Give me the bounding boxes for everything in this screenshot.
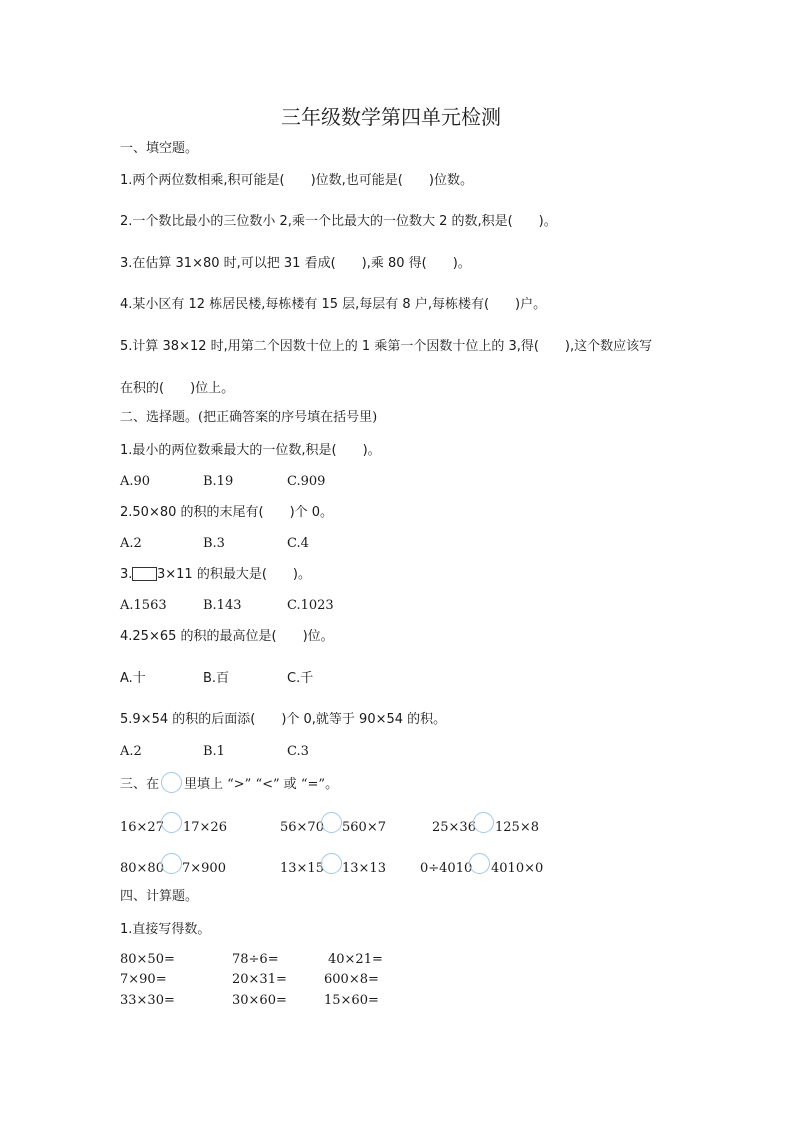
cmp-r1c1-right: 17×26: [183, 820, 227, 835]
calc-r2c1: 7×90=: [120, 972, 167, 987]
compare-circle-r2c2[interactable]: [321, 853, 342, 874]
calc-r3c3: 15×60=: [324, 993, 379, 1008]
cmp-r1c2-left: 56×70: [280, 820, 324, 835]
s2-q2-option-c: C.4: [287, 536, 309, 551]
s2-q2-option-b: B.3: [203, 536, 225, 551]
s2-q5-option-a: A.2: [120, 744, 142, 759]
s1-q4: 4.某小区有 12 栋居民楼,每栋楼有 15 层,每层有 8 户,每栋楼有( )户。: [120, 297, 547, 312]
blank-digit-box: [132, 567, 157, 581]
calc-r1c3: 40×21=: [328, 952, 383, 967]
s1-q2: 2.一个数比最小的三位数小 2,乘一个比最大的一位数大 2 的数,积是( )。: [120, 214, 557, 229]
s1-q3: 3.在估算 31×80 时,可以把 31 看成( ),乘 80 得( )。: [120, 256, 471, 271]
section3-heading-pre: 三、在: [120, 777, 160, 792]
compare-circle-icon: [161, 772, 182, 793]
section4-heading: 四、计算题。: [120, 889, 199, 904]
s2-q3-suffix: 3×11 的积最大是( )。: [157, 567, 311, 582]
s2-q4: 4.25×65 的积的最高位是( )位。: [120, 629, 334, 644]
cmp-r1c3-right: 125×8: [495, 820, 539, 835]
calc-r3c2: 30×60=: [232, 993, 287, 1008]
s2-q1-option-b: B.19: [203, 474, 234, 489]
calc-r2c2: 20×31=: [232, 972, 287, 987]
section3-heading-post: 里填上 “>” “<” 或 “=”。: [184, 777, 339, 792]
compare-circle-r2c3[interactable]: [469, 853, 490, 874]
cmp-r2c2-right: 13×13: [342, 861, 386, 876]
cmp-r1c1-left: 16×27: [120, 820, 164, 835]
s2-q3-option-b: B.143: [203, 598, 242, 613]
s2-q1: 1.最小的两位数乘最大的一位数,积是( )。: [120, 443, 381, 458]
s2-q3-prefix: 3.: [120, 567, 133, 582]
calc-r1c1: 80×50=: [120, 952, 175, 967]
s2-q2-option-a: A.2: [120, 536, 142, 551]
s2-q1-option-c: C.909: [287, 474, 326, 489]
cmp-r1c3-left: 25×36: [432, 820, 476, 835]
s2-q3-option-a: A.1563: [120, 598, 167, 613]
cmp-r2c3-left: 0÷4010: [420, 861, 473, 876]
s2-q5-option-c: C.3: [287, 744, 309, 759]
cmp-r1c2-right: 560×7: [342, 820, 386, 835]
page-title: 三年级数学第四单元检测: [281, 107, 501, 129]
calc-r1c2: 78÷6=: [232, 952, 279, 967]
s1-q5-line2: 在积的( )位上。: [120, 381, 235, 396]
s2-q1-option-a: A.90: [120, 474, 151, 489]
compare-circle-r1c1[interactable]: [161, 812, 182, 833]
s2-q4-option-b: B.百: [203, 671, 230, 686]
cmp-r2c1-left: 80×80: [120, 861, 164, 876]
compare-circle-r1c3[interactable]: [473, 812, 494, 833]
compare-circle-r1c2[interactable]: [321, 812, 342, 833]
s2-q2: 2.50×80 的积的末尾有( )个 0。: [120, 505, 334, 520]
cmp-r2c2-left: 13×15: [280, 861, 324, 876]
s2-q4-option-a: A.十: [120, 671, 146, 686]
section2-heading: 二、选择题。(把正确答案的序号填在括号里): [120, 410, 378, 425]
s2-q4-option-c: C.千: [287, 671, 314, 686]
section1-heading: 一、填空题。: [120, 141, 199, 156]
calc-r2c3: 600×8=: [324, 972, 379, 987]
s1-q5-line1: 5.计算 38×12 时,用第二个因数十位上的 1 乘第一个因数十位上的 3,得( ),这个数应该写: [120, 339, 653, 354]
s4-sub1: 1.直接写得数。: [120, 922, 211, 937]
calc-r3c1: 33×30=: [120, 993, 175, 1008]
s1-q1: 1.两个两位数相乘,积可能是( )位数,也可能是( )位数。: [120, 173, 473, 188]
compare-circle-r2c1[interactable]: [161, 853, 182, 874]
cmp-r2c3-right: 4010×0: [491, 861, 544, 876]
s2-q5-option-b: B.1: [203, 744, 225, 759]
cmp-r2c1-right: 7×900: [182, 861, 226, 876]
s2-q5: 5.9×54 的积的后面添( )个 0,就等于 90×54 的积。: [120, 712, 447, 727]
s2-q3-option-c: C.1023: [287, 598, 334, 613]
